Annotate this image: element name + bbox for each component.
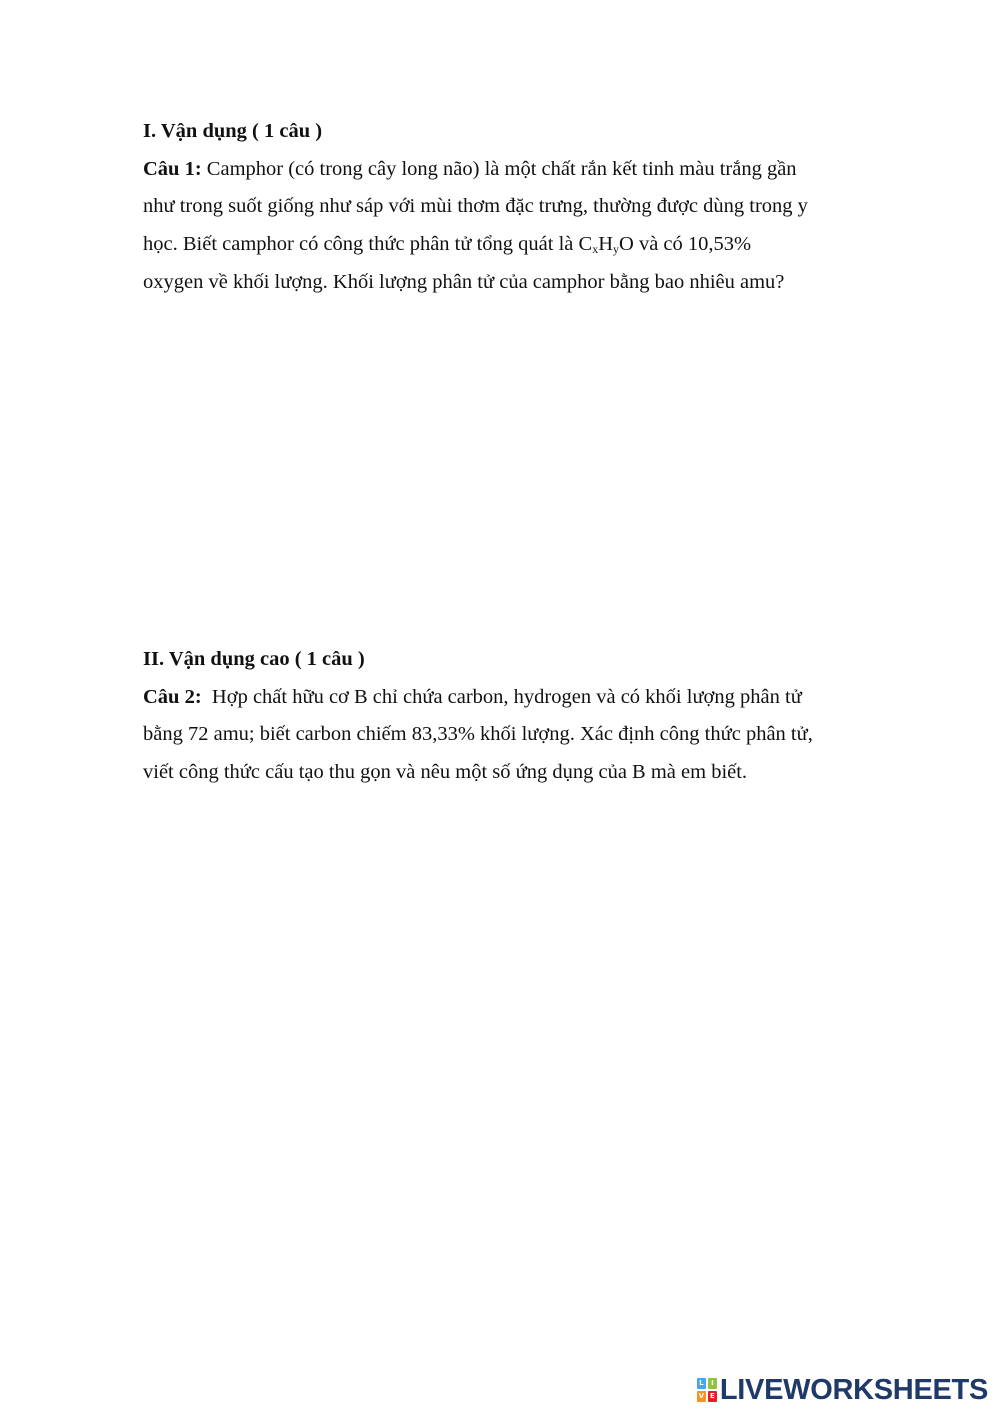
question-1-label: Câu 1: [143, 157, 202, 180]
section-2-heading: II. Vận dụng cao ( 1 câu ) [143, 648, 365, 670]
question-1-text: Camphor (có trong cây long não) là một chất rắn kết tinh màu trắng gần [201, 157, 797, 180]
logo-tile-e: E [708, 1391, 717, 1402]
formula-subscript-x: x [592, 242, 599, 257]
question-1-line-4: oxygen về khối lượng. Khối lượng phân tử của camphor bằng bao nhiêu amu? [143, 270, 785, 293]
question-1-line-1 [143, 151, 873, 189]
section-1 [143, 113, 873, 302]
question-2-line-1 [143, 679, 873, 717]
section-1-heading: I. Vận dụng ( 1 câu ) [143, 120, 323, 142]
question-1-line-3 [143, 226, 873, 264]
formula-subscript-y: y [613, 242, 620, 257]
question-2-label: Câu 2: [143, 685, 202, 708]
section-2 [143, 641, 873, 792]
question-1-line-2: như trong suốt giống như sáp với mùi thơm đặc trưng, thường được dùng trong y [143, 195, 808, 218]
question-2-text: Hợp chất hữu cơ B chỉ chứa carbon, hydrogen và có khối lượng phân tử [201, 685, 802, 708]
liveworksheets-logo-text: LIVEWORKSHEETS [719, 1373, 988, 1406]
liveworksheets-logo-icon [697, 1378, 717, 1402]
question-1-line-3-part-3: O và có 10,53% [619, 233, 752, 256]
question-1-line-3-part-1: học. Biết camphor có công thức phân tử tổng quát là C [143, 233, 593, 256]
logo-tile-v: V [698, 1392, 705, 1400]
question-2-line-2: bằng 72 amu; biết carbon chiếm 83,33% khối lượng. Xác định công thức phân tử, [143, 723, 813, 746]
logo-tile-i: I [708, 1378, 717, 1389]
question-1-line-3-part-2: H [598, 233, 614, 256]
liveworksheets-logo [697, 1372, 988, 1408]
question-2-line-3: viết công thức cấu tạo thu gọn và nêu một số ứng dụng của B mà em biết. [143, 761, 748, 784]
logo-tile-l: L [697, 1378, 706, 1389]
